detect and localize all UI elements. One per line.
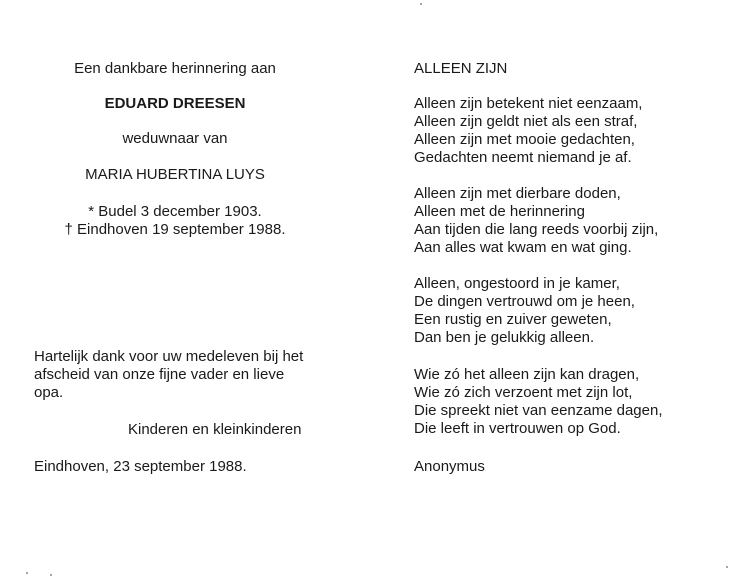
deceased-name: EDUARD DREESEN	[104, 95, 246, 112]
poem-line: Alleen zijn met dierbare doden,	[414, 185, 621, 202]
scan-speck	[726, 566, 728, 568]
scan-speck	[26, 572, 28, 574]
place-date: Eindhoven, 23 september 1988.	[34, 458, 247, 475]
thanks-line-2: afscheid van onze fijne vader en lieve	[34, 366, 285, 383]
poem-line: Wie zó zich verzoent met zijn lot,	[414, 384, 633, 401]
poem-line: Alleen zijn geldt niet als een straf,	[414, 113, 638, 130]
poem-title: ALLEEN ZIJN	[414, 60, 508, 77]
poem-line: De dingen vertrouwd om je heen,	[414, 293, 635, 310]
poem-line: Alleen met de herinnering	[414, 203, 585, 220]
signature: Kinderen en kleinkinderen	[128, 421, 302, 438]
poem-author: Anonymus	[414, 458, 485, 475]
thanks-line-3: opa.	[34, 384, 64, 401]
poem-line: Die spreekt niet van eenzame dagen,	[414, 402, 663, 419]
death-line: † Eindhoven 19 september 1988.	[64, 221, 286, 238]
scan-speck	[50, 574, 52, 576]
poem-line: Een rustig en zuiver geweten,	[414, 311, 612, 328]
birth-line: * Budel 3 december 1903.	[88, 203, 262, 220]
poem-line: Alleen, ongestoord in je kamer,	[414, 275, 620, 292]
poem-line: Gedachten neemt niemand je af.	[414, 149, 632, 166]
poem-line: Aan alles wat kwam en wat ging.	[414, 239, 632, 256]
poem-line: Die leeft in vertrouwen op God.	[414, 420, 621, 437]
poem-line: Dan ben je gelukkig alleen.	[414, 329, 595, 346]
scan-speck	[420, 3, 422, 5]
poem-line: Aan tijden die lang reeds voorbij zijn,	[414, 221, 659, 238]
poem-line: Alleen zijn met mooie gedachten,	[414, 131, 635, 148]
poem-line: Wie zó het alleen zijn kan dragen,	[414, 366, 640, 383]
intro-line: Een dankbare herinnering aan	[74, 60, 276, 77]
thanks-line-1: Hartelijk dank voor uw medeleven bij het	[34, 348, 304, 365]
relation-line: weduwnaar van	[122, 130, 228, 147]
spouse-name: MARIA HUBERTINA LUYS	[85, 166, 265, 183]
poem-line: Alleen zijn betekent niet eenzaam,	[414, 95, 643, 112]
